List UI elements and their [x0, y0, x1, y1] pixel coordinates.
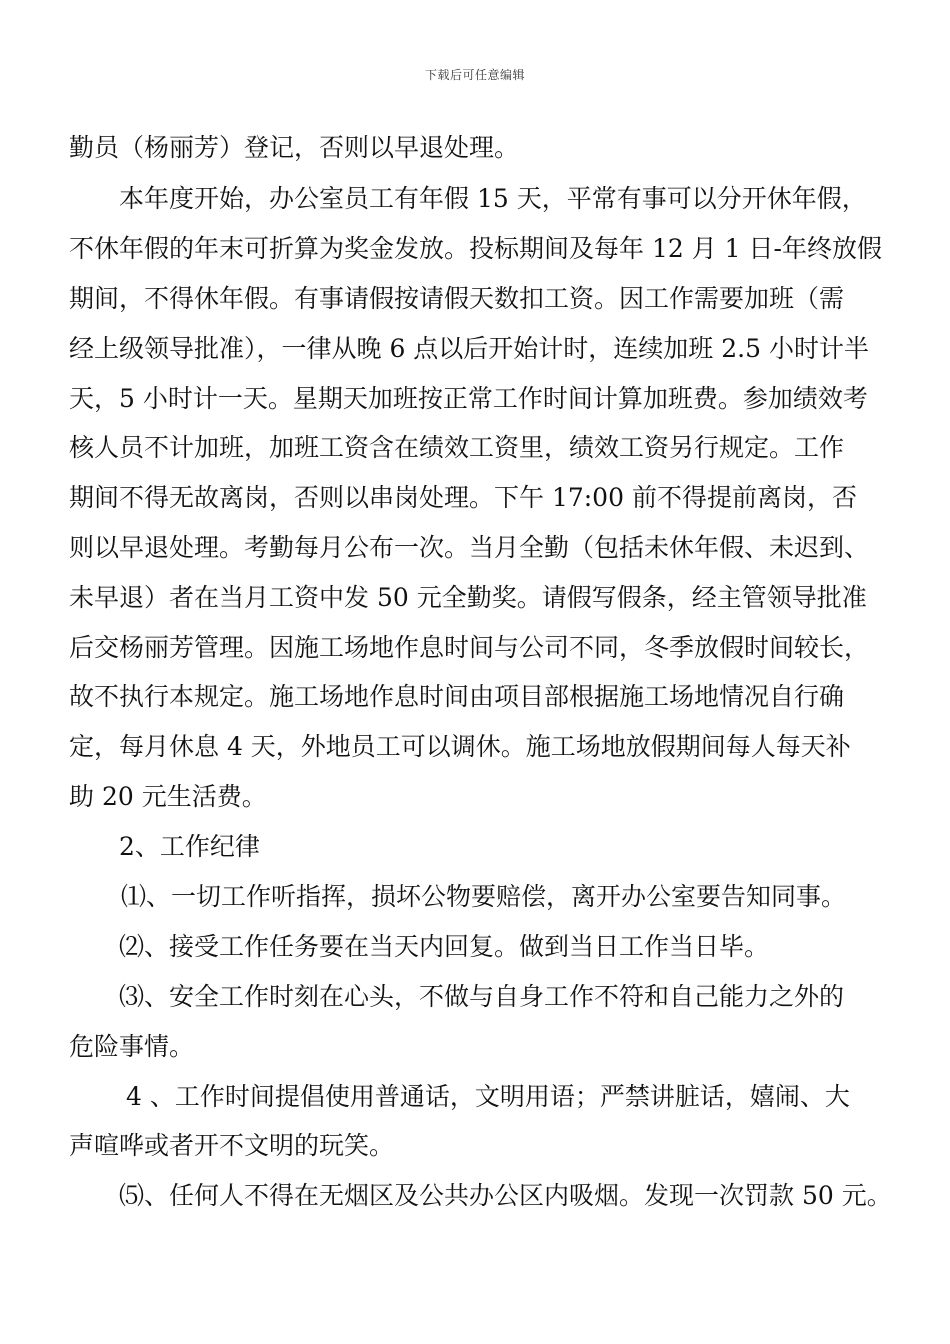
body-line: 故不执行本规定。施工场地作息时间由项目部根据施工场地情况自行确 — [69, 682, 845, 711]
body-line: ⑶、安全工作时刻在心头，不做与自身工作不符和自己能力之外的 — [119, 982, 845, 1011]
body-line: 期间，不得休年假。有事请假按请假天数扣工资。因工作需要加班（需 — [69, 284, 845, 313]
body-line: 助 20 元生活费。 — [69, 782, 267, 811]
body-line: 核人员不计加班，加班工资含在绩效工资里，绩效工资另行规定。工作 — [69, 433, 845, 462]
body-line: ⑵、接受工作任务要在当天内回复。做到当日工作当日毕。 — [119, 932, 770, 961]
page-header: 下载后可任意编辑 — [424, 68, 525, 82]
body-line: 4 、工作时间提倡使用普通话，文明用语；严禁讲脏话，嬉闹、大 — [126, 1082, 850, 1111]
body-line: 经上级领导批准），一律从晚 6 点以后开始计时，连续加班 2.5 小时计半 — [69, 334, 869, 363]
body-line: 则以早退处理。考勤每月公布一次。当月全勤（包括未休年假、未迟到、 — [69, 533, 870, 562]
body-line: ⑴、一切工作听指挥，损坏公物要赔偿，离开办公室要告知同事。 — [121, 882, 847, 911]
body-line: 后交杨丽芳管理。因施工场地作息时间与公司不同，冬季放假时间较长， — [69, 633, 870, 662]
body-line: ⑸、任何人不得在无烟区及公共办公区内吸烟。发现一次罚款 50 元。 — [119, 1181, 892, 1210]
body-line: 勤员（杨丽芳）登记，否则以早退处理。 — [69, 133, 520, 162]
section-heading: 2、工作纪律 — [119, 832, 260, 861]
body-line: 声喧哗或者开不文明的玩笑。 — [69, 1131, 395, 1160]
body-line: 未早退）者在当月工资中发 50 元全勤奖。请假写假条，经主管领导批准 — [69, 583, 867, 612]
body-line: 定，每月休息 4 天，外地员工可以调休。施工场地放假期间每人每天补 — [69, 732, 851, 761]
body-line: 本年度开始，办公室员工有年假 15 天，平常有事可以分开休年假， — [119, 184, 867, 213]
body-line: 危险事情。 — [69, 1032, 195, 1061]
body-line: 期间不得无故离岗，否则以串岗处理。下午 17:00 前不得提前离岗，否 — [69, 483, 857, 512]
body-line: 不休年假的年末可折算为奖金发放。投标期间及每年 12 月 1 日-年终放假 — [69, 234, 882, 263]
body-line: 天，5 小时计一天。星期天加班按正常工作时间计算加班费。参加绩效考 — [69, 384, 868, 413]
